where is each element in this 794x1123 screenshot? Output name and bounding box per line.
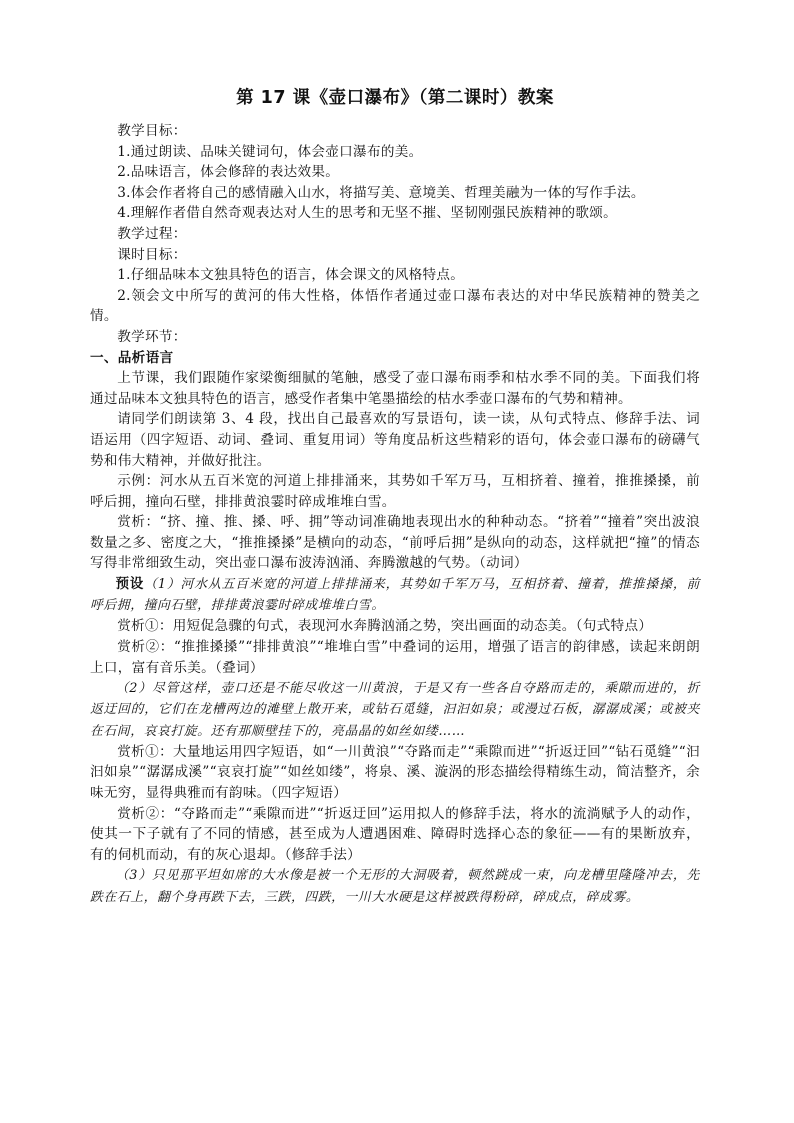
preset-1-quote [90, 574, 700, 616]
goal-3: 3.体会作者将自己的感情融入山水，将描写美、意境美、哲理美融为一体的写作手法。 [117, 184, 645, 201]
example-paragraph: 示例：河水从五百米宽的河道上排排涌来，其势如千军万马，互相挤着、撞着，推推搡搡，前呼后拥，撞向石壁，排排黄浪霎时碎成堆堆白雪。 [90, 473, 700, 510]
teaching-goals-label: 教学目标： [117, 123, 187, 139]
lesson-goal-1: 1.仔细品味本文独具特色的语言，体会课文的风格特点。 [117, 267, 465, 284]
example-analysis: 赏析：“挤、撞、推、搡、呼、拥”等动词准确地表现出水的种种动态。“挤着”“撞着”突出波浪数量之多、密度之大，“推推搡搡”是横向的动态，“前呼后拥”是纵向的动态，这样就把“撞”的情态写得非常细致生动，突出壶口瀑布波涛汹涌、奔腾激越的气势。（动词） [90, 514, 700, 572]
preset-2-quote: （2）尽管这样，壶口还是不能尽收这一川黄浪，于是又有一些各自夺路而走的，乘隙而进的，折返迂回的，它们在龙槽两边的滩壁上散开来，或钻石觅缝，汩汩如泉；或漫过石板，潺潺成溪；或被夹在石间，哀哀打旋。还有那顺壁挂下的，亮晶晶的如丝如缕…… [90, 681, 700, 739]
preset-1-text: （1）河水从五百米宽的河道上排排涌来，其势如千军万马，互相挤着、撞着，推推搡搡，前呼后拥，撞向石壁，排排黄浪霎时碎成堆堆白雪。 [90, 577, 700, 614]
lesson-goals-label: 课时目标： [117, 246, 187, 263]
document-page [90, 84, 700, 908]
goal-1: 1.通过朗读、品味关键词句，体会壶口瀑布的美。 [117, 143, 423, 160]
instruction-paragraph: 请同学们朗读第 3、4 段，找出自己最喜欢的写景语句，读一读，从句式特点、修辞手法、词语运用（四字短语、动词、叠词、重复用词）等角度品析这些精彩的语句，体会壶口瀑布的磅礴气势和伟大精神，并做好批注。 [90, 411, 700, 469]
preset-2-analysis-2: 赏析②：“夺路而走”“乘隙而进”“折返迂回”运用拟人的修辞手法，将水的流淌赋予人的动作，使其一下子就有了不同的情感，甚至成为人遭遇困难、障碍时选择心态的象征——有的果断放弃，有的伺机而动，有的灰心退却。（修辞手法） [90, 805, 700, 863]
intro-paragraph: 上节课，我们跟随作家梁衡细腻的笔触，感受了壶口瀑布雨季和枯水季不同的美。下面我们将通过品味本文独具特色的语言，感受作者集中笔墨描绘的枯水季壶口瀑布的气势和精神。 [90, 370, 700, 407]
goal-2: 2.品味语言，体会修辞的表达效果。 [117, 164, 340, 181]
document-title: 第 17 课《壶口瀑布》（第二课时）教案 [236, 88, 554, 108]
teaching-steps-label: 教学环节： [117, 328, 187, 345]
preset-1-analysis-2: 赏析②：“推推搡搡”“排排黄浪”“堆堆白雪”中叠词的运用，增强了语言的韵律感，读起来朗朗上口，富有音乐美。（叠词） [90, 639, 700, 676]
lesson-goal-2: 2.领会文中所写的黄河的伟大性格，体悟作者通过壶口瀑布表达的对中华民族精神的赞美之情。 [90, 287, 700, 325]
goal-4: 4.理解作者借自然奇观表达对人生的思考和无坚不摧、坚韧刚强民族精神的歌颂。 [117, 205, 618, 222]
section-heading: 一、品析语言 [90, 349, 174, 366]
preset-3-quote: （3）只见那平坦如席的大水像是被一个无形的大洞吸着，顿然跳成一束，向龙槽里隆隆冲去，先跌在石上，翻个身再跌下去，三跌，四跌，一川大水硬是这样被跌得粉碎，碎成点，碎成雾。 [90, 868, 700, 905]
preset-1-analysis-1: 赏析①：用短促急骤的句式，表现河水奔腾汹涌之势，突出画面的动态美。（句式特点） [117, 618, 653, 635]
preset-2-analysis-1: 赏析①：大量地运用四字短语，如“一川黄浪”“夺路而走”“乘隙而进”“折返迂回”“钻石觅缝”“汩汩如泉”“潺潺成溪”“哀哀打旋”“如丝如缕”，将泉、溪、漩涡的形态描绘得精练生动，简洁整齐，余味无穷，显得典雅而有韵味。（四字短语） [90, 743, 700, 802]
preset-label: 预设 [115, 577, 145, 593]
teaching-process-label: 教学过程： [117, 225, 187, 242]
